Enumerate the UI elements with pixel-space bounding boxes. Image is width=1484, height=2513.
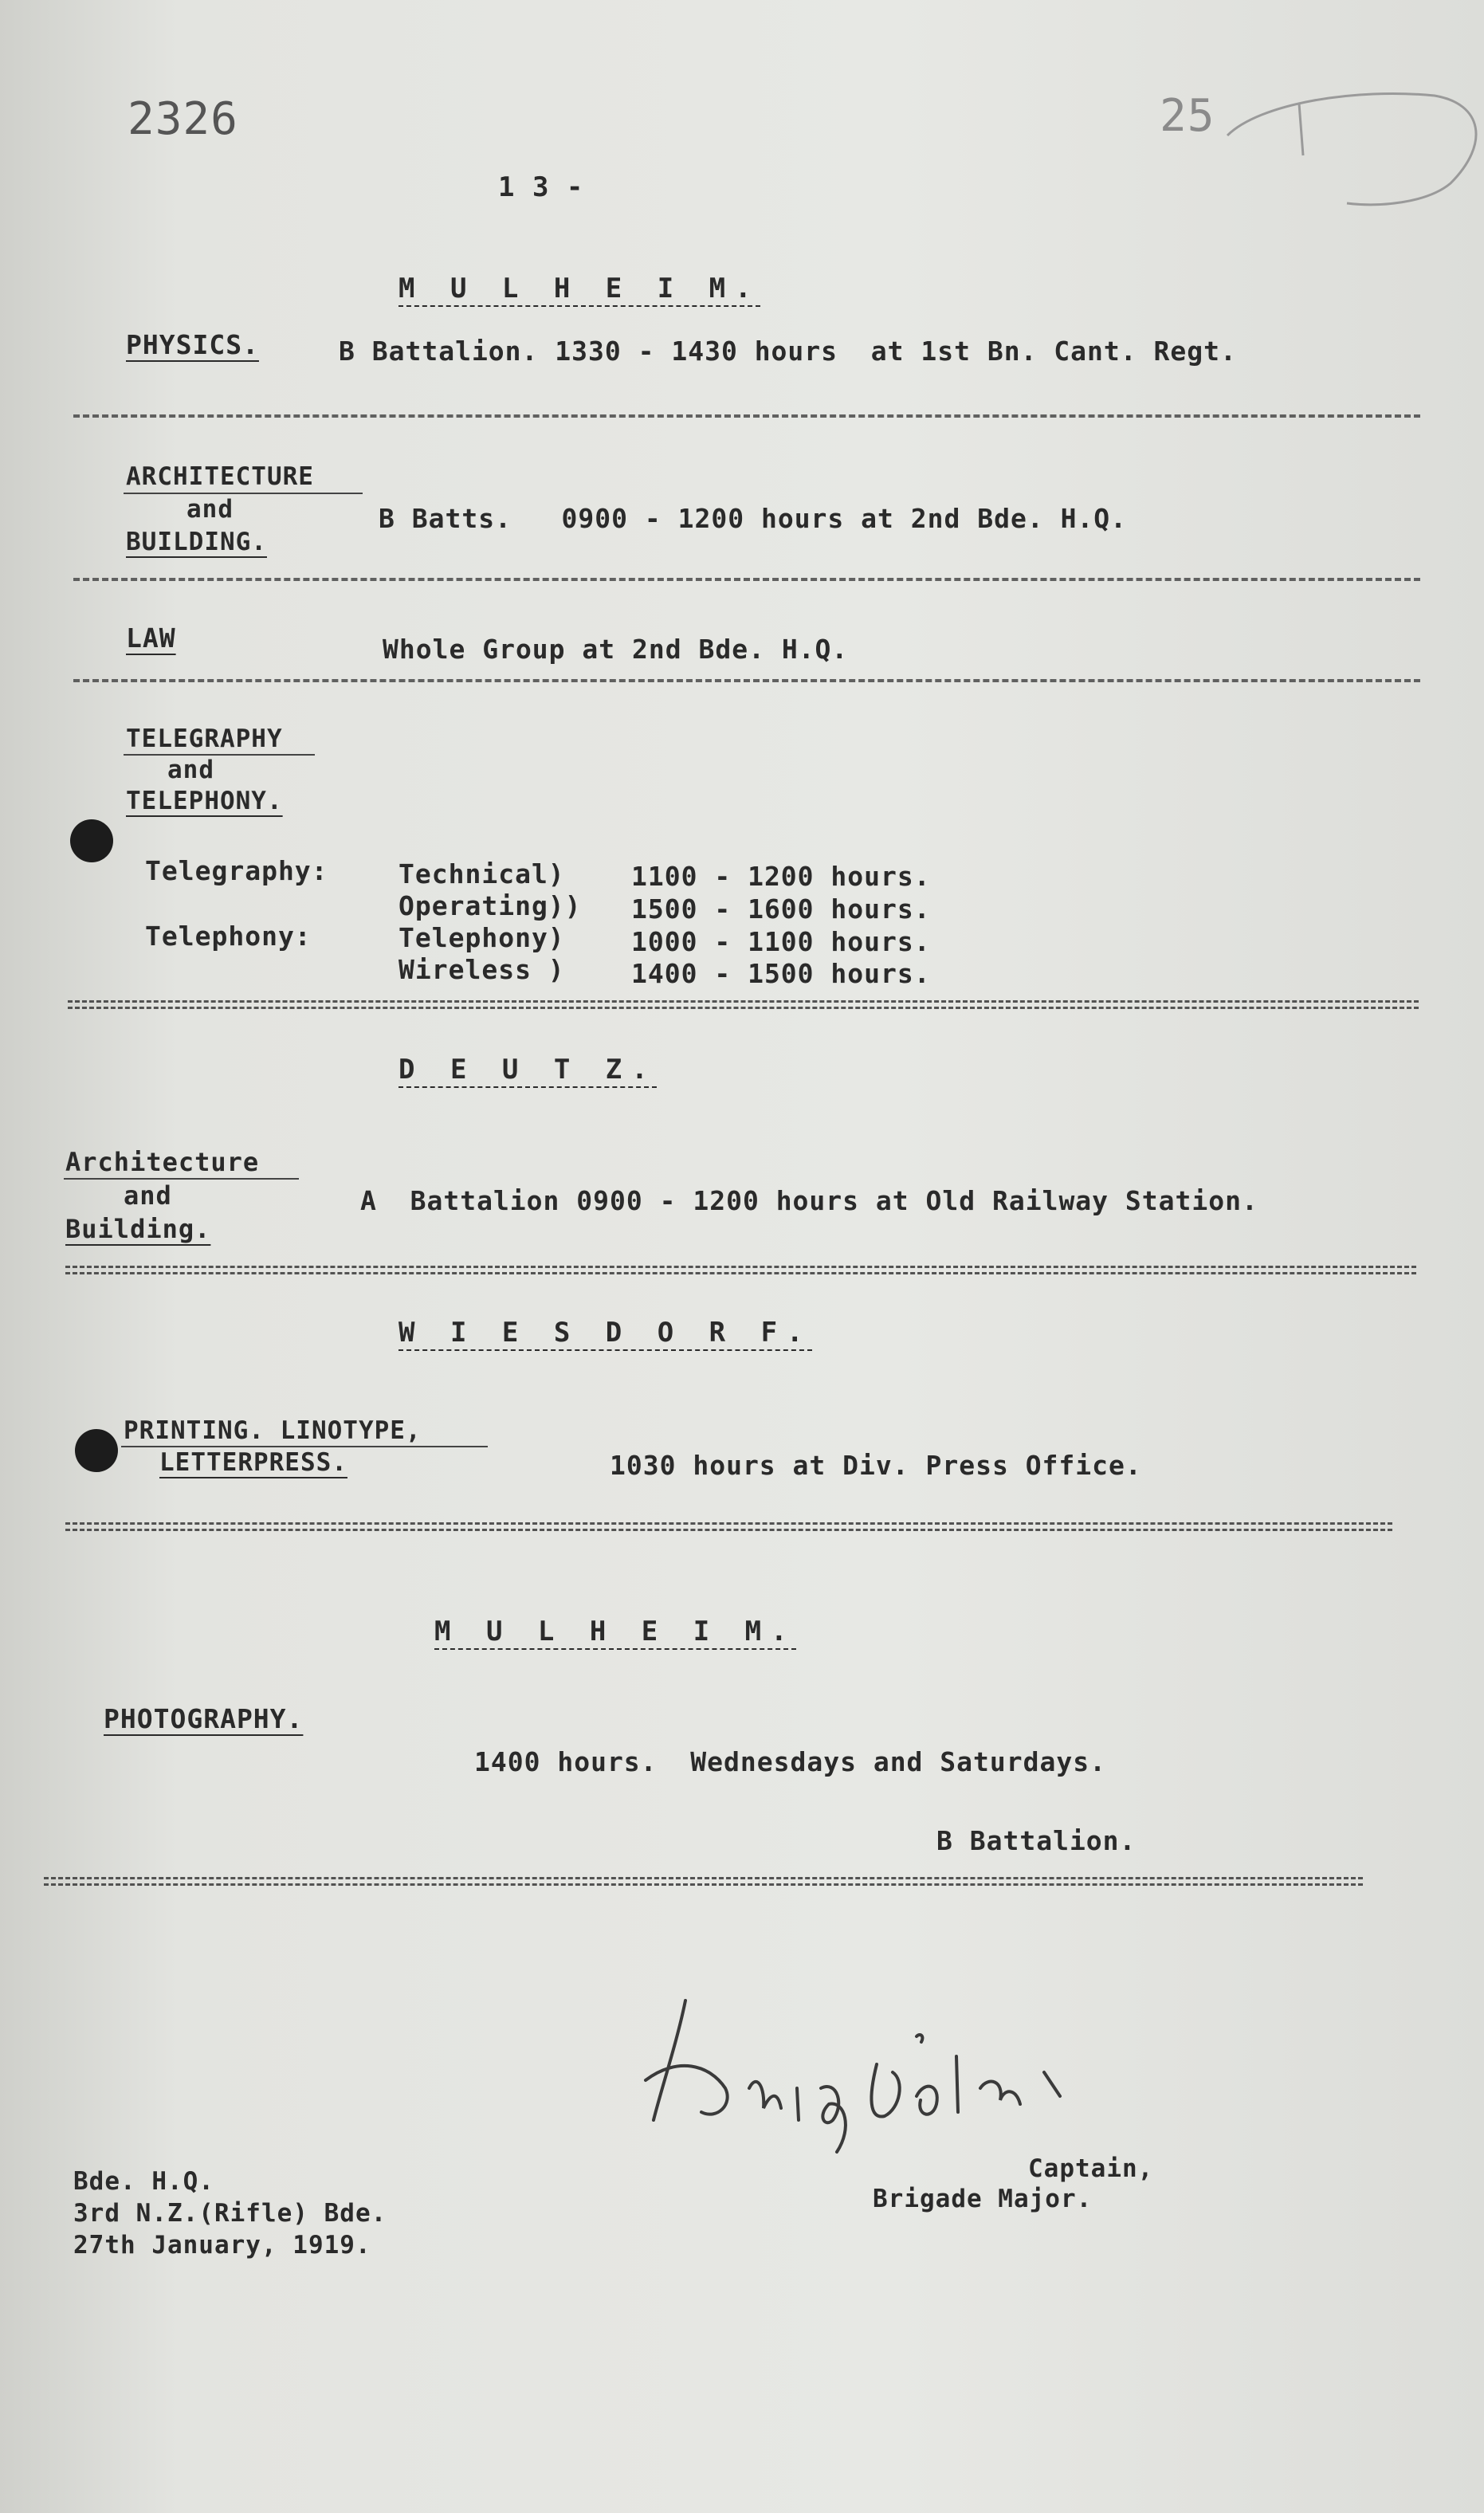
subject-printing-line1: PRINTING. LINOTYPE, [124, 1416, 422, 1445]
signatory-rank: Captain, [1028, 2154, 1154, 2183]
page-number: 1 3 - [498, 171, 584, 203]
printing-detail: 1030 hours at Div. Press Office. [610, 1450, 1142, 1481]
section-divider [73, 578, 1420, 581]
telecom-row-time: 1500 - 1600 hours. [631, 893, 931, 925]
physics-detail: B Battalion. 1330 - 1430 hours at 1st Bn. Cant. Regt. [339, 336, 1237, 367]
subject-physics: PHYSICS. [126, 329, 259, 360]
telecom-row-kind: Telephony) [398, 922, 565, 953]
punch-hole [75, 1429, 118, 1472]
subject-photography: PHOTOGRAPHY. [104, 1703, 304, 1734]
photography-detail: 1400 hours. Wednesdays and Saturdays. [474, 1746, 1106, 1777]
telecom-row-kind: Operating)) [398, 890, 582, 921]
section-divider [73, 414, 1420, 418]
law-detail: Whole Group at 2nd Bde. H.Q. [383, 634, 849, 665]
subject-deutz-line3: Building. [65, 1214, 211, 1244]
handwritten-signature [630, 1969, 1203, 2176]
telecom-row-group: Telegraphy: [145, 855, 328, 886]
architecture-detail: B Batts. 0900 - 1200 hours at 2nd Bde. H.Q. [379, 503, 1128, 534]
place-heading-mulheim: M U L H E I M. [434, 1616, 797, 1647]
subject-telegraphy-line1: TELEGRAPHY [126, 724, 283, 753]
subject-underline [124, 754, 315, 756]
section-divider [44, 1877, 1363, 1886]
subject-architecture-line2: and [186, 495, 234, 524]
telecom-row-group: Telephony: [145, 921, 312, 952]
telecom-row-kind: Technical) [398, 858, 565, 889]
place-heading-wiesdorf: W I E S D O R F. [398, 1317, 813, 1349]
origin-line: 3rd N.Z.(Rifle) Bde. [73, 2199, 387, 2228]
subject-underline [124, 493, 363, 494]
subject-architecture-line1: ARCHITECTURE [126, 462, 314, 491]
place-heading-deutz: D E U T Z. [398, 1054, 658, 1086]
signatory-title: Brigade Major. [873, 2185, 1093, 2213]
section-divider [65, 1266, 1416, 1274]
folio-bracket-mark [1195, 72, 1484, 215]
subject-law: LAW [126, 622, 176, 654]
folio-number: 25 [1160, 90, 1215, 142]
file-number: 2326 [128, 93, 238, 145]
subject-underline [64, 1178, 299, 1180]
section-divider [68, 1000, 1419, 1009]
telecom-row-time: 1400 - 1500 hours. [631, 958, 931, 989]
telecom-row-kind: Wireless ) [398, 954, 565, 985]
subject-underline [121, 1446, 488, 1447]
origin-line: Bde. H.Q. [73, 2167, 214, 2196]
photography-unit: B Battalion. [936, 1825, 1137, 1856]
subject-deutz-line1: Architecture [65, 1147, 260, 1177]
telecom-row-time: 1000 - 1100 hours. [631, 926, 931, 957]
punch-hole [70, 819, 113, 862]
deutz-detail: A Battalion 0900 - 1200 hours at Old Railway Station. [360, 1185, 1258, 1216]
subject-deutz-line2: and [124, 1180, 172, 1211]
date-line: 27th January, 1919. [73, 2231, 371, 2260]
subject-telegraphy-line2: and [167, 756, 214, 784]
place-heading-mulheim: M U L H E I M. [398, 273, 761, 304]
subject-architecture-line3: BUILDING. [126, 528, 267, 556]
subject-telegraphy-line3: TELEPHONY. [126, 787, 283, 815]
section-divider [73, 679, 1420, 682]
section-divider [65, 1522, 1392, 1531]
subject-printing-line2: LETTERPRESS. [159, 1448, 347, 1477]
telecom-row-time: 1100 - 1200 hours. [631, 861, 931, 892]
